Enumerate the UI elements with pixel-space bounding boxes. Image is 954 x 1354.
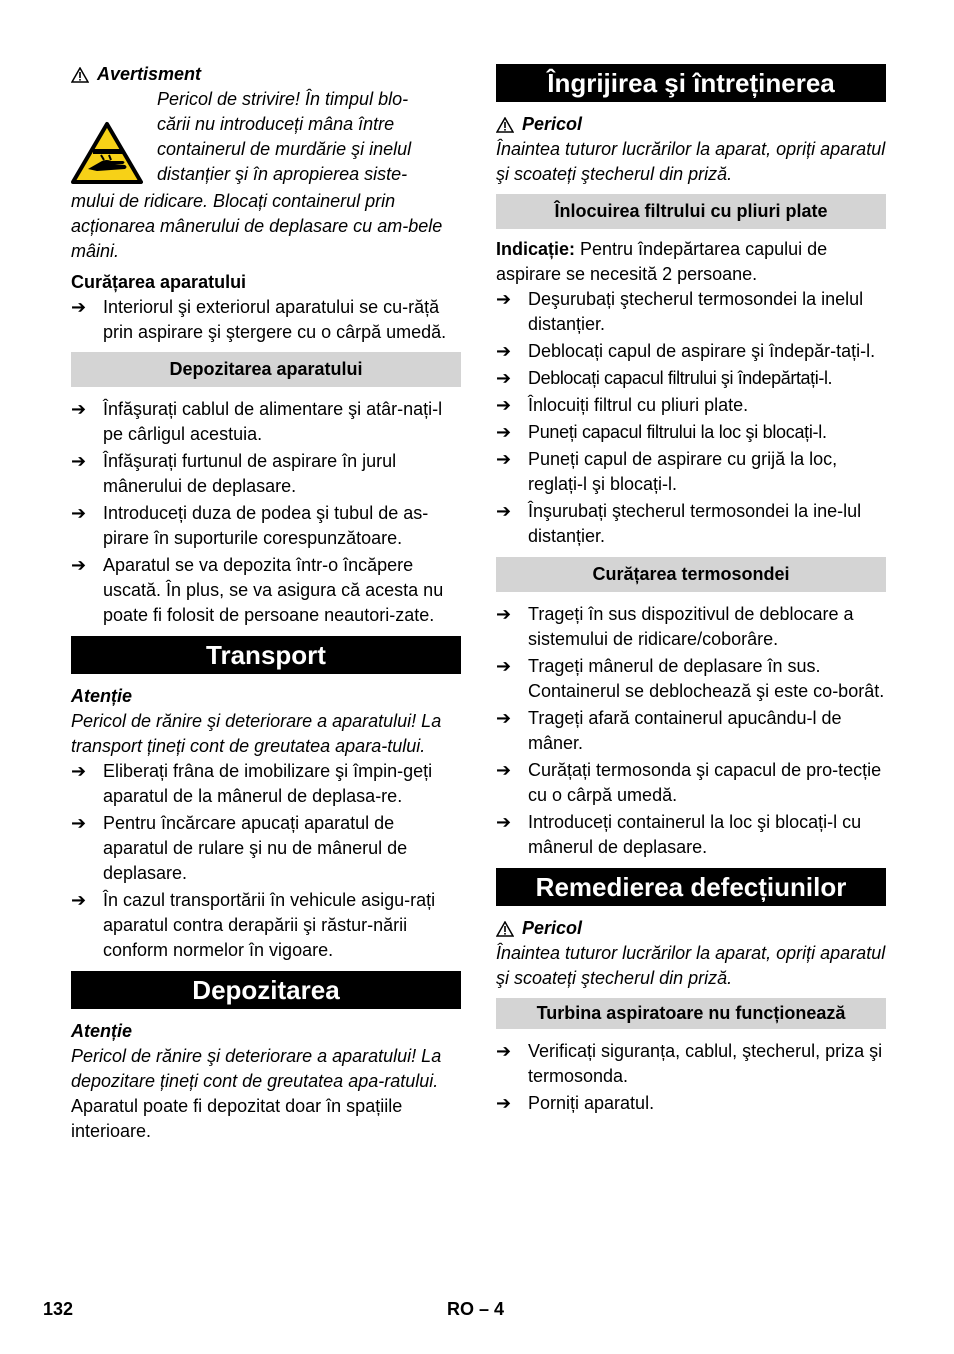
list-item: ➔ Introduceți duza de podea şi tubul de as-pirare în suporturile corespunzătoare.: [71, 503, 429, 548]
list-item: ➔ Deblocați capacul filtrului şi îndepărtați-l.: [496, 366, 886, 391]
storage-caution-text: Pericol de rănire şi deteriorare a aparatului! La depozitare țineți cont de greutatea apa-ratului.: [71, 1046, 442, 1091]
list-item: ➔ Puneți capacul filtrului la loc şi blocați-l.: [496, 420, 886, 445]
list-item: ➔ Aparatul se va depozita într-o încăpere uscată. În plus, se va asigura că acesta nu poate fi folosit de persoane neautori-zate.: [71, 555, 444, 625]
storage-heading: Depozitarea: [71, 971, 461, 1009]
section-label: RO – 4: [447, 1299, 505, 1319]
arrow-right-icon: ➔: [71, 451, 87, 471]
storage-caution-label: Atenție: [71, 1021, 133, 1041]
transport-caution-label: Atenție: [71, 686, 133, 706]
list-item: ➔ Verificați siguranța, cablul, ştecherul, priza şi termosonda.: [496, 1041, 883, 1086]
crush-hazard-sign: [71, 87, 157, 189]
list-item: ➔ Curățați termosonda şi capacul de pro-tecție cu o cârpă umedă.: [496, 760, 882, 805]
arrow-right-icon: ➔: [496, 812, 512, 832]
thermo-heading: Curățarea termosondei: [496, 557, 886, 592]
arrow-right-icon: ➔: [71, 503, 87, 523]
storing-device-heading: Depozitarea aparatului: [71, 352, 461, 387]
care-danger-heading: [496, 112, 886, 137]
arrow-right-icon: ➔: [496, 501, 512, 521]
filter-list: [496, 287, 886, 549]
warning-triangle-icon: [71, 67, 89, 83]
filter-heading: Înlocuirea filtrului cu pliuri plate: [496, 194, 886, 229]
care-heading: Îngrijirea şi întreținerea: [496, 64, 886, 102]
list-item: ➔ Introduceți containerul la loc şi blocați-l cu mânerul de deplasare.: [496, 812, 862, 857]
list-item: ➔ Pentru încărcare apucați aparatul de aparatul de rulare şi nu de mânerul de deplasare.: [71, 813, 408, 883]
hazard-text: [157, 87, 411, 189]
troubleshooting-danger-text: Înaintea tuturor lucrărilor la aparat, opriți aparatul şi scoateți ştecherul din priză.: [496, 943, 886, 988]
arrow-right-icon: ➔: [71, 813, 87, 833]
page-number: 132: [43, 1299, 74, 1319]
arrow-right-icon: ➔: [71, 555, 87, 575]
arrow-right-icon: ➔: [496, 1041, 512, 1061]
arrow-right-icon: ➔: [496, 760, 512, 780]
warning-triangle-icon: [496, 117, 514, 133]
warning-heading: [71, 62, 461, 87]
transport-heading: Transport: [71, 636, 461, 674]
danger-label: Pericol: [522, 918, 583, 938]
note-label: Indicație:: [496, 239, 576, 259]
hand-crush-hazard-icon: [71, 121, 143, 184]
arrow-right-icon: ➔: [496, 289, 512, 309]
warning-triangle-icon: [496, 921, 514, 937]
arrow-right-icon: ➔: [496, 708, 512, 728]
arrow-right-icon: ➔: [496, 422, 512, 442]
list-item: ➔ Înşurubați ştecherul termosondei la ine-lul distanțier.: [496, 501, 862, 546]
list-item: ➔ Trageți în sus dispozitivul de deblocare a sistemului de ridicare/coborâre.: [496, 604, 854, 649]
crush-hazard-block: [71, 87, 461, 189]
filter-note: [496, 237, 886, 287]
thermo-list: [496, 602, 886, 860]
storage-note: Aparatul poate fi depozitat doar în spațiile interioare.: [71, 1096, 403, 1141]
arrow-right-icon: ➔: [496, 656, 512, 676]
left-column: [71, 62, 461, 1144]
arrow-right-icon: ➔: [496, 368, 512, 388]
arrow-right-icon: ➔: [71, 761, 87, 781]
list-item: ➔ Deblocați capul de aspirare şi îndepăr-tați-l.: [496, 339, 886, 364]
list-item: ➔ Deşurubați ştecherul termosondei la inelul distanțier.: [496, 289, 864, 334]
care-danger-text: Înaintea tuturor lucrărilor la aparat, opriți aparatul şi scoateți ştecherul din priză.: [496, 139, 886, 184]
arrow-right-icon: ➔: [496, 1093, 512, 1113]
danger-label: Pericol: [522, 114, 583, 134]
cleaning-title: Curățarea aparatului: [71, 272, 247, 292]
cleaning-list: [71, 295, 461, 345]
arrow-right-icon: ➔: [71, 890, 87, 910]
list-item: ➔ Puneți capul de aspirare cu grijă la loc, reglați-l şi blocați-l.: [496, 449, 838, 494]
list-item: ➔ Înlocuiți filtrul cu pliuri plate.: [496, 393, 886, 418]
note-text: Pentru îndepărtarea capului de aspirare se necesită 2 persoane.: [496, 239, 828, 284]
troubleshooting-heading: Remedierea defecțiunilor: [496, 868, 886, 906]
arrow-right-icon: ➔: [71, 399, 87, 419]
transport-caution-text: Pericol de rănire şi deteriorare a aparatului! La transport țineți cont de greutatea apara-tului.: [71, 711, 442, 756]
arrow-right-icon: ➔: [496, 449, 512, 469]
arrow-right-icon: ➔: [496, 395, 512, 415]
hazard-line: distanțier şi în apropierea siste-: [157, 164, 408, 184]
list-item: ➔ Porniți aparatul.: [496, 1091, 886, 1116]
hazard-line: Pericol de strivire! În timpul blo-: [157, 89, 409, 109]
storing-device-list: [71, 397, 461, 628]
arrow-right-icon: ➔: [496, 604, 512, 624]
list-item: ➔ Interiorul şi exteriorul aparatului se cu-răță prin aspirare şi ştergere cu o cârpă umedă.: [71, 297, 447, 342]
transport-list: [71, 759, 461, 963]
hazard-line: cării nu introduceți mâna între: [157, 114, 395, 134]
list-item: ➔ Trageți mânerul de deplasare în sus. Containerul se deblochează şi este co-borât.: [496, 656, 885, 701]
turbine-heading: Turbina aspiratoare nu funcționează: [496, 998, 886, 1029]
list-item: ➔ Trageți afară containerul apucându-l de mâner.: [496, 708, 842, 753]
arrow-right-icon: ➔: [496, 341, 512, 361]
troubleshooting-danger-heading: [496, 916, 886, 941]
arrow-right-icon: ➔: [71, 297, 87, 317]
hazard-line: containerul de murdărie şi inelul: [157, 139, 412, 159]
warning-label: Avertisment: [97, 64, 202, 84]
list-item: ➔ Înfăşurați cablul de alimentare şi atâr-nați-l pe cârligul acestuia.: [71, 399, 443, 444]
list-item: ➔ Înfăşurați furtunul de aspirare în jurul mânerului de deplasare.: [71, 451, 397, 496]
right-column: [496, 62, 886, 1118]
hazard-continuation: mului de ridicare. Blocați containerul prin acționarea mânerului de deplasare cu am-bele mâini.: [71, 191, 443, 261]
list-item: ➔ Eliberați frâna de imobilizare şi împin-geți aparatul de la mânerul de deplasa-re.: [71, 761, 433, 806]
turbine-list: [496, 1039, 886, 1116]
list-item: ➔ În cazul transportării în vehicule asigu-rați aparatul contra derapării şi răstur-nării conform normelor în vigoare.: [71, 890, 436, 960]
